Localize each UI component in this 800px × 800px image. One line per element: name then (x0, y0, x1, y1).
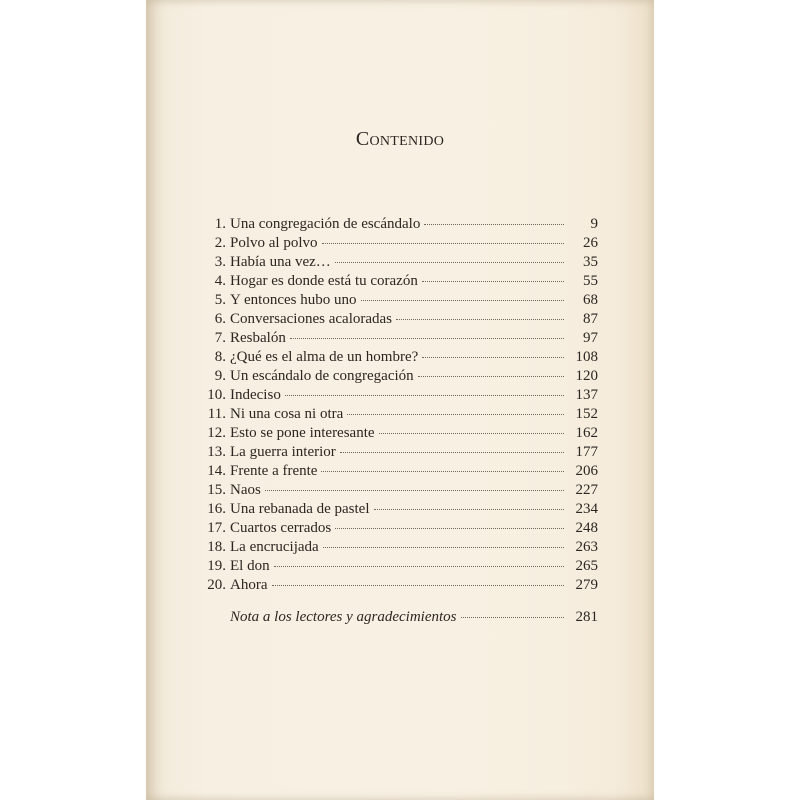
toc-row (196, 519, 598, 538)
chapter-title: Esto se pone interesante (230, 425, 375, 441)
dot-leader (461, 617, 565, 618)
chapter-number: 8. (214, 349, 226, 365)
page-number: 137 (575, 387, 598, 403)
dot-leader (290, 338, 564, 339)
toc-row (196, 329, 598, 348)
chapter-number: 20. (207, 577, 226, 593)
page-number: 68 (583, 292, 598, 308)
chapter-title: Naos (230, 482, 261, 498)
toc-row (196, 367, 598, 386)
chapter-title: Indeciso (230, 387, 281, 403)
chapter-number: 16. (207, 501, 226, 517)
note-title: Nota a los lectores y agradecimientos (230, 609, 457, 625)
chapter-title: Había una vez… (230, 254, 331, 270)
toc-row (196, 538, 598, 557)
chapter-title: Hogar es donde está tu corazón (230, 273, 418, 289)
chapter-number: 6. (214, 311, 226, 327)
chapter-number: 10. (207, 387, 226, 403)
dot-leader (323, 547, 564, 548)
toc-row (196, 215, 598, 234)
page-number: 263 (575, 539, 598, 555)
page-number: 120 (575, 368, 598, 384)
chapter-number: 11. (207, 406, 226, 422)
dot-leader (321, 471, 564, 472)
toc-row (196, 386, 598, 405)
dot-leader (335, 262, 564, 263)
dot-leader (424, 224, 564, 225)
page-title: Contenido (355, 128, 445, 150)
dot-leader (361, 300, 564, 301)
chapter-title: Ni una cosa ni otra (230, 406, 344, 422)
dot-leader (374, 509, 564, 510)
chapter-number: 17. (207, 520, 226, 536)
toc-row (196, 424, 598, 443)
chapter-number: 4. (214, 273, 226, 289)
toc-note-row (196, 608, 598, 627)
chapter-number: 14. (207, 463, 226, 479)
toc-row (196, 443, 598, 462)
toc-row (196, 291, 598, 310)
chapter-title: La encrucijada (230, 539, 319, 555)
page-number: 234 (575, 501, 598, 517)
dot-leader (347, 414, 564, 415)
chapter-title: Un escándalo de congregación (230, 368, 414, 384)
page-number: 248 (575, 520, 598, 536)
chapter-number: 2. (214, 235, 226, 251)
chapter-title: ¿Qué es el alma de un hombre? (230, 349, 419, 365)
page-number: 55 (583, 273, 598, 289)
page-number: 279 (575, 577, 598, 593)
dot-leader (422, 281, 564, 282)
chapter-number: 3. (214, 254, 226, 270)
toc-row (196, 576, 598, 595)
page-number: 108 (575, 349, 598, 365)
chapter-title: Cuartos cerrados (230, 520, 332, 536)
page-number: 87 (583, 311, 598, 327)
toc-row (196, 462, 598, 481)
page-number: 9 (590, 216, 598, 232)
book-page (146, 0, 654, 800)
chapter-number: 19. (207, 558, 226, 574)
toc-row (196, 557, 598, 576)
chapter-title: Conversaciones acaloradas (230, 311, 393, 327)
page-number: 227 (575, 482, 598, 498)
chapter-number: 12. (207, 425, 226, 441)
page-number: 152 (575, 406, 598, 422)
chapter-title: El don (230, 558, 270, 574)
dot-leader (379, 433, 564, 434)
toc-row (196, 253, 598, 272)
chapter-number: 1. (214, 216, 226, 232)
toc-row (196, 481, 598, 500)
toc-row (196, 500, 598, 519)
dot-leader (265, 490, 564, 491)
chapter-title: Una congregación de escándalo (230, 216, 421, 232)
toc-row (196, 272, 598, 291)
dot-leader (418, 376, 564, 377)
chapter-number: 9. (214, 368, 226, 384)
dot-leader (322, 243, 564, 244)
dot-leader (340, 452, 564, 453)
chapter-number: 13. (207, 444, 226, 460)
page-number: 97 (583, 330, 598, 346)
chapter-number: 18. (207, 539, 226, 555)
dot-leader (335, 528, 564, 529)
chapter-title: Resbalón (230, 330, 286, 346)
chapter-title: Frente a frente (230, 463, 318, 479)
dot-leader (422, 357, 564, 358)
chapter-title: Y entonces hubo uno (230, 292, 357, 308)
chapter-number: 7. (214, 330, 226, 346)
toc-row (196, 234, 598, 253)
page-number: 35 (583, 254, 598, 270)
dot-leader (274, 566, 564, 567)
page-number: 177 (575, 444, 598, 460)
chapter-title: La guerra interior (230, 444, 336, 460)
page-number: 26 (583, 235, 598, 251)
chapter-title: Ahora (230, 577, 268, 593)
page-number: 265 (575, 558, 598, 574)
dot-leader (285, 395, 564, 396)
chapter-number: 15. (207, 482, 226, 498)
dot-leader (396, 319, 564, 320)
page-number: 206 (575, 463, 598, 479)
page-number: 162 (575, 425, 598, 441)
chapter-number: 5. (214, 292, 226, 308)
toc-row (196, 405, 598, 424)
chapter-title: Polvo al polvo (230, 235, 318, 251)
toc-row (196, 310, 598, 329)
toc-row (196, 348, 598, 367)
page-number: 281 (575, 609, 598, 625)
dot-leader (272, 585, 565, 586)
table-of-contents (196, 215, 598, 627)
chapter-title: Una rebanada de pastel (230, 501, 370, 517)
